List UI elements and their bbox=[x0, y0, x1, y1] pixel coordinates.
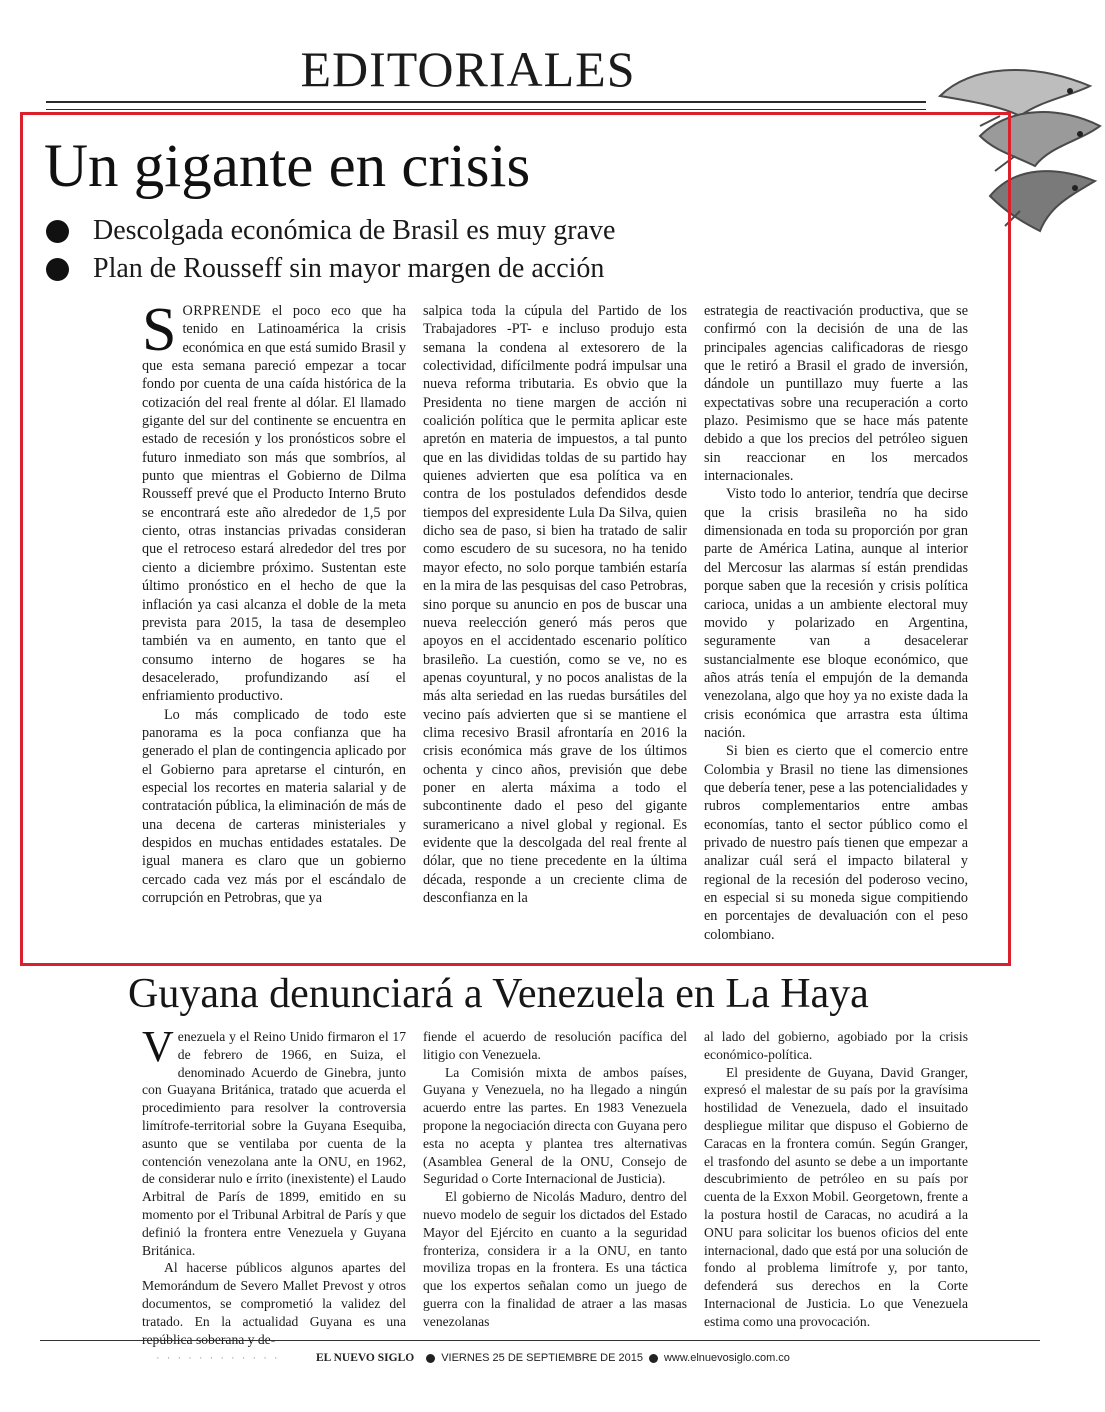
bullet-icon bbox=[649, 1354, 658, 1363]
bullet-icon bbox=[426, 1354, 435, 1363]
section-title: EDITORIALES bbox=[300, 41, 636, 97]
article-column-1 bbox=[142, 296, 406, 907]
deck-text: Plan de Rousseff sin mayor margen de acción bbox=[93, 253, 605, 284]
article2-column-3 bbox=[704, 1028, 968, 1331]
paragraph: La Comisión mixta de ambos países, Guyana y Venezuela, no ha llegado a ningún acuerdo entre las partes. En 1983 Venezuela propone la negociación directa con Guyana pero esta no acepta y plantea tres alternativas (Asamblea General de la ONU, Consejo de Seguridad o Corte Internacional de Justicia). bbox=[423, 1064, 687, 1187]
paragraph: al lado del gobierno, agobiado por la crisis económico-política. bbox=[704, 1029, 968, 1062]
paragraph bbox=[142, 296, 406, 706]
paragraph: salpica toda la cúpula del Partido de los Trabajadores -PT- e incluso produjo esta semana la condena al extesorero de la colectividad, difícilmente podrá impulsar una nueva reforma tributaria. Es obvio que la Presidenta no tiene margen de acción ni coalición política que le permita aplicar este apretón en materia de impuestos, a tal punto que en las divididas toldas de su partido hay quienes advierten que esa política va en contra de los postulados defendidos desde tiempos del expresidente Lula Da Silva, quien dicho sea de paso, si bien ha tratado de salir como escudero de su sucesora, no ha tenido mayor efecto, no solo porque también estaría en la mira de las pesquisas del caso Petrobras, sino porque su anuncio en pos de buscar una nueva reelección generó más peros que apoyos en el accidentado escenario político brasileño. La cuestión, como se ve, no es apenas coyuntural, y no pocos analistas de la más alta seriedad en las ruedas bursátiles del vecino país advierten que si se mantiene el clima recesivo Brasil afrontaría en 2016 la crisis económica más grave de los últimos ochenta y cinco años, previsión que debe poner en alerta máxima a todo el subcontinente dado el peso del gigante suramericano a nivel global y regional. Es evidente que la descolgada del real frente al dólar, que no tiene precedente en la última década, responde a un creciente clima de desconfianza en la bbox=[423, 303, 687, 906]
paragraph bbox=[142, 1022, 406, 1259]
footer-date: VIERNES 25 DE SEPTIEMBRE DE 2015 bbox=[441, 1352, 643, 1364]
article-deck bbox=[46, 212, 866, 288]
paragraph: Si bien es cierto que el comercio entre Colombia y Brasil no tiene las dimensiones que debería tener, pese a las potencialidades y rubros complementarios entre ambas economías, tanto el sector público como el privado de nuestro país tienen que empezar a analizar cuál será el impacto bilateral y regional de la recesión del poderoso vecino, en especial si su moneda sigue compitiendo en porcentajes de devaluación con el peso colombiano. bbox=[704, 743, 968, 943]
footer-dots: · · · · · · · · · · · · bbox=[156, 1352, 280, 1364]
article-headline: Un gigante en crisis bbox=[44, 133, 531, 200]
page-footer bbox=[156, 1352, 996, 1364]
bullet-icon bbox=[46, 258, 69, 281]
footer-url[interactable]: www.elnuevosiglo.com.co bbox=[663, 1352, 790, 1364]
paragraph: Visto todo lo anterior, tendría que decirse que la crisis brasileña no ha sido dimensionada en toda su proporción por gran parte de América Latina, aunque al interior del Mercosur las alarmas sí están prendidas porque saben que la recesión y crisis política carioca, unidas a un ambiente electoral muy movido y polarizado en Argentina, seguramente van a desacelerar sustancialmente ese bloque económico, que años atrás tenía el empujón de la demanda venezolana, algo que hoy ya no existe dada la crisis económica que arrastra esta última nación. bbox=[704, 486, 968, 741]
paragraph: El presidente de Guyana, David Granger, expresó el malestar de su país por la gravísima hostilidad de Venezuela, dado el insuitado despliegue militar que dispuso el Gobierno de Caracas en la frontera común. Según Granger, el trasfondo del asunto se debe a un importante descubrimiento de petróleo en su país por cuenta de la Exxon Mobil. Georgetown, frente a la postura hostil de Caracas, no acudirá a la ONU para solicitar los buenos oficios del ente internacional, dado que está por una solución de fondo al problema limítrofe y, por tanto, defenderá sus derechos en la Corte Internacional de Justicia. Lo que Venezuela estima como una provocación. bbox=[704, 1064, 968, 1329]
paragraph: Al hacerse públicos algunos apartes del Memorándum de Severo Mallet Prevost y otros documentos, se comprometió la validez del tratado. En la actualidad Guyana es una bbox=[142, 1260, 406, 1329]
deck-text: Descolgada económica de Brasil es muy grave bbox=[93, 215, 616, 246]
paragraph: Lo más complicado de todo este panorama es la poca confianza que ha generado el plan de contingencia aplicado por el Gobierno para apretarse el cinturón, en especial los recortes en materia salarial y de contratación pública, la eliminación de más de una decena de carteras ministeriales y despidos en muchas entidades estatales. De igual manera es claro que un gobierno cercado cada vez más por el escándalo de corrupción en Petrobras, que ya bbox=[142, 706, 406, 906]
paragraph: fiende el acuerdo de resolución pacífica del litigio con Venezuela. bbox=[423, 1029, 687, 1062]
lead-word: ORPRENDE bbox=[182, 303, 262, 319]
article-headline-secondary: Guyana denunciará a Venezuela en La Haya bbox=[128, 971, 869, 1017]
paragraph-text: enezuela y el Reino Unido firmaron el 17 de febrero de 1966, en Suiza, el denominado Acuerdo de Ginebra, junto con Guayana Británica, tratado que acuerda el procedimiento para resolver la controversia limítrofe-territorial sobre la Guyana Esequiba, asunto que se ventilaba por cuenta de la contención venezolana ante la ONU, en 1962, de considerar nulo e írrito (inexistente) el Laudo Arbitral de París de 1899, emitido en su momento por el Tribunal Arbitral de París y que definió la frontera entre Venezuela y Guyana Británica. bbox=[142, 1029, 406, 1258]
article-column-3 bbox=[704, 302, 968, 944]
deck-item bbox=[46, 212, 866, 250]
drop-cap: V bbox=[142, 1022, 174, 1071]
footer-brand: EL NUEVO SIGLO bbox=[316, 1352, 415, 1364]
bullet-icon bbox=[46, 220, 69, 243]
article2-column-2 bbox=[423, 1028, 687, 1331]
paragraph-text: el poco eco que ha tenido en Latinoamérica la crisis económica en que está sumido Brasil y que esta semana pareció empezar a tocar fondo por cuenta de una caída histórica de la cotización del real frente al dólar. El llamado gigante del sur del continente se encuentra en estado de recesión y los pronósticos sobre el futuro inmediato son más que sombríos, al punto que mientras el Gobierno de Dilma Rousseff prevé que el Producto Interno Bruto se encontrará este año alrededor de 1,5 por ciento, otras instancias privadas consideran que el retroceso estará alrededor del tres por ciento a diciembre próximo. Sustentan este último pronóstico en el hecho de que la inflación ya casi alcanza el doble de la meta prevista para 2015, la tasa de desempleo también va en aumento, en tanto que el consumo interno de hogares se ha desacelerado, profundizando así el enfriamiento productivo. bbox=[142, 303, 406, 705]
article2-column-1 bbox=[142, 1022, 406, 1348]
drop-cap: S bbox=[142, 296, 177, 364]
paragraph: estrategia de reactivación productiva, que se confirmó con la decisión de una de las principales agencias calificadoras de riesgo que le retiró a Brasil el grado de inversión, dándole un puntillazo muy fuerte a las expectativas sobre una recuperación a corto plazo. Pesimismo que se hace más patente debido a que los precios del petróleo siguen sin reaccionar en los mercados internacionales. bbox=[704, 303, 968, 485]
section-rule bbox=[46, 101, 926, 110]
paragraph: El gobierno de Nicolás Maduro, dentro del nuevo modelo de seguir los dictados del Estado Mayor del Ejército en cuanto a la seguridad fronteriza, considera ir a la ONU, en tanto moviliza tropas en la frontera. Es una táctica que los expertos señalan como un juego de guerra con la finalidad de atraer a las masas venezolanas bbox=[423, 1189, 687, 1329]
deck-item bbox=[46, 250, 866, 288]
footer-rule bbox=[40, 1340, 1040, 1341]
article-column-2 bbox=[423, 302, 687, 907]
